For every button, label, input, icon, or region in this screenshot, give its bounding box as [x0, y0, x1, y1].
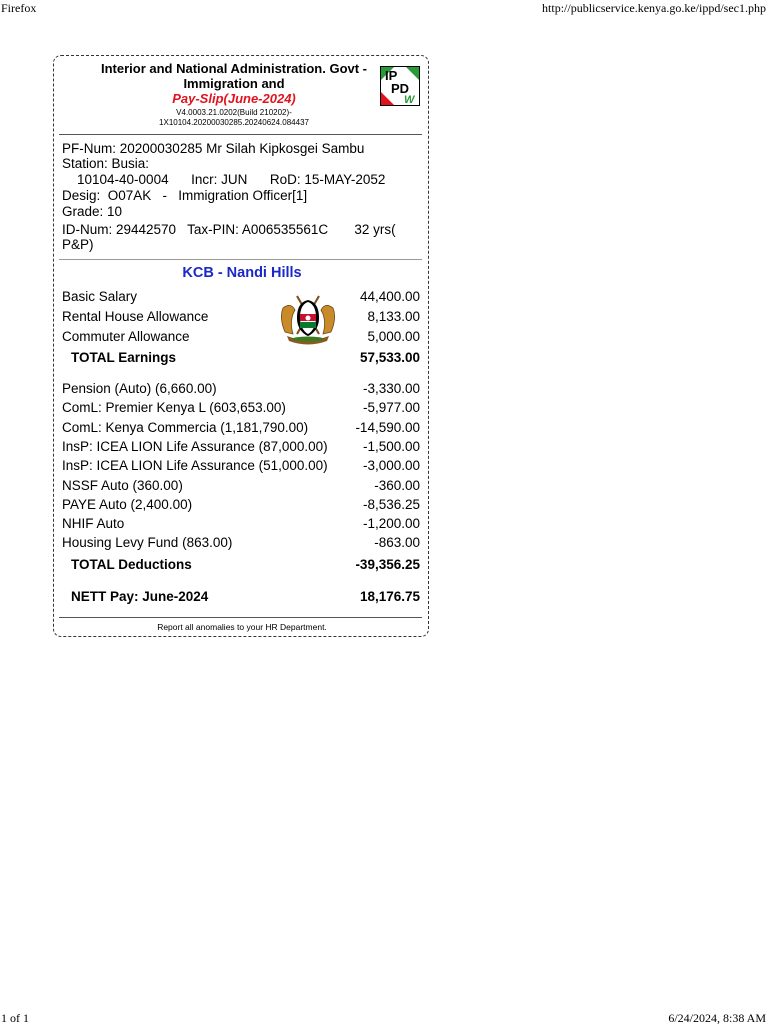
print-header [0, 0, 768, 16]
divider [59, 259, 422, 260]
payslip-title: Interior and National Administration. Govt - Immigration and [100, 61, 368, 91]
deduction-label: InsP: ICEA LION Life Assurance (87,000.00) [62, 438, 328, 454]
deduction-label: NHIF Auto [62, 516, 125, 532]
deduction-amount: -8,536.25 [362, 496, 420, 512]
earning-label: Commuter Allowance [62, 329, 190, 344]
total-earnings-label: TOTAL Earnings [71, 350, 177, 365]
deduction-row [62, 516, 420, 534]
build-info [89, 108, 379, 128]
total-deductions-row [62, 557, 420, 575]
page-url[interactable]: http://publicservice.kenya.go.ke/ippd/sec1.php [542, 1, 766, 15]
deduction-label: NSSF Auto (360.00) [62, 477, 183, 493]
total-deductions-label: TOTAL Deductions [71, 557, 192, 572]
deduction-amount: -1,200.00 [362, 516, 420, 532]
deduction-label: PAYE Auto (2,400.00) [62, 496, 193, 512]
earning-label: Basic Salary [62, 289, 138, 304]
deduction-amount: -1,500.00 [362, 438, 420, 454]
payslip-subtitle: Pay-Slip(June-2024) [172, 91, 296, 106]
deduction-row [62, 478, 420, 496]
payslip [53, 55, 429, 637]
earning-row [62, 289, 420, 307]
deduction-row [62, 535, 420, 553]
deduction-amount: -14,590.00 [355, 419, 420, 435]
nett-pay-label: NETT Pay: June-2024 [71, 589, 209, 604]
earning-row [62, 329, 420, 347]
deduction-row [62, 439, 420, 457]
footer-note: Report all anomalies to your HR Department. [157, 622, 327, 632]
deduction-label: ComL: Kenya Commercia (1,181,790.00) [62, 419, 309, 435]
deduction-label: ComL: Premier Kenya L (603,653.00) [62, 400, 286, 416]
total-earnings-amount: 57,533.00 [359, 350, 420, 365]
deduction-amount: -5,977.00 [362, 400, 420, 416]
employee-line-2: Station: Busia: [62, 156, 150, 171]
ippd-logo-icon [380, 66, 420, 106]
logo-text-pd: PD [391, 81, 410, 96]
build-line-2: 1X10104.20200030285.20240624.084437 [159, 118, 309, 127]
nett-pay-row [62, 589, 420, 607]
browser-app-name: Firefox [1, 1, 37, 15]
deduction-row [62, 381, 420, 399]
deduction-amount: -3,330.00 [362, 381, 420, 396]
earning-amount: 5,000.00 [367, 329, 420, 344]
deduction-label: Housing Levy Fund (863.00) [62, 535, 233, 551]
printed-timestamp: 6/24/2024, 8:38 AM [668, 1011, 766, 1025]
deduction-amount: -863.00 [374, 535, 420, 551]
deduction-label: InsP: ICEA LION Life Assurance (51,000.00) [62, 458, 328, 474]
bank-name: KCB - Nandi Hills [182, 265, 302, 281]
nett-pay-amount: 18,176.75 [359, 589, 420, 604]
divider [59, 617, 422, 618]
total-earnings-row [62, 350, 420, 368]
earning-amount: 8,133.00 [367, 309, 420, 324]
deduction-amount: -360.00 [374, 477, 420, 493]
build-line-1: V4.0003.21.0202(Build 210202)- [176, 108, 292, 117]
logo-text-ip: IP [385, 68, 398, 83]
employee-line-5: Grade: 10 [62, 204, 123, 219]
divider [59, 134, 422, 135]
deduction-row [62, 420, 420, 438]
employee-line-4: Desig: O07AK - Immigration Officer[1] [62, 188, 308, 203]
employee-line-6: ID-Num: 29442570 Tax-PIN: A006535561C 32 yrs( [62, 222, 396, 237]
page-count: 1 of 1 [1, 1011, 29, 1025]
deduction-amount: -3,000.00 [362, 458, 420, 474]
deduction-row [62, 400, 420, 418]
employee-line-3: 10104-40-0004 Incr: JUN RoD: 15-MAY-2052 [62, 172, 386, 187]
earning-amount: 44,400.00 [359, 289, 420, 304]
deduction-row [62, 458, 420, 476]
earning-label: Rental House Allowance [62, 309, 209, 324]
employee-line-1: PF-Num: 20200030285 Mr Silah Kipkosgei Sambu [62, 141, 365, 156]
earning-row [62, 309, 420, 327]
deduction-label: Pension (Auto) (6,660.00) [62, 381, 217, 396]
deduction-row [62, 497, 420, 515]
total-deductions-amount: -39,356.25 [355, 557, 420, 572]
logo-text-w: W [404, 94, 415, 106]
employee-line-7: P&P) [62, 237, 94, 252]
